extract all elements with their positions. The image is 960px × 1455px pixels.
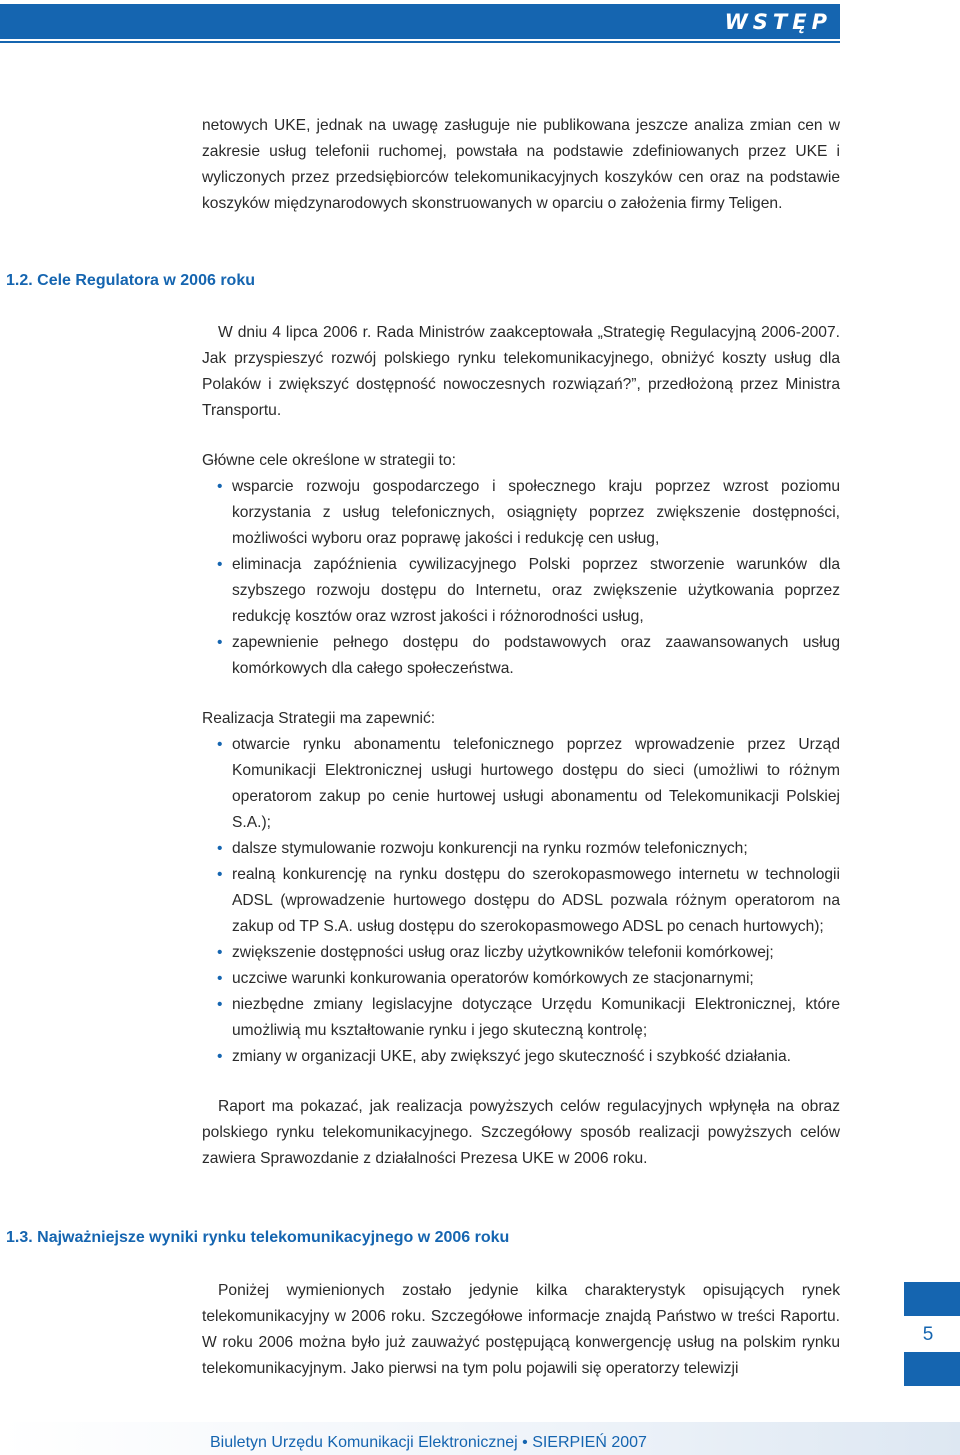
list-item: • zmiany w organizacji UKE, aby zwiększyć jego skuteczność i szybkość działania. [232,1044,840,1070]
realization-list [202,732,840,1070]
page-box-top-stripe [904,1282,960,1316]
header-bar [0,4,840,39]
intro-text: netowych UKE, jednak na uwagę zasługuje nie publikowana jeszcze analiza zmian cen w zakresie usług telefonii ruchomej, powstała na podstawie zdefiniowanych przez UKE i wyliczonych przez przedsiębiorców telekomunikacyjnych koszyków cen oraz na podstawie koszyków międzynarodowych skonstruowanych w oparciu o założenia firmy Teligen. [202,117,840,212]
section-1-3-body [202,1278,840,1382]
page-number-box [904,1282,960,1386]
page-number: 5 [922,1324,934,1345]
header-divider [0,41,840,43]
list-item: • otwarcie rynku abonamentu telefonicznego poprzez wprowadzenie przez Urząd Komunikacji Elektronicznej usługi hurtowego dostępu do sieci (umożliwi to różnym operatorom zakup po cenie hurtowej usługi abonamentu od Telekomunikacji Polskiej S.A.); [232,732,840,836]
section-heading-1-3: 1.3. Najważniejsze wyniki rynku telekomunikacyjnego w 2006 roku [6,1229,510,1246]
list-item: • realną konkurencję na rynku dostępu do szerokopasmowego internetu w technologii ADSL (wprowadzenie hurtowego dostępu do ADSL pozwala różnym operatorom na zakup od TP S.A. usług dostępu do szerokopasmowego ADSL po cenach hurtowych); [232,862,840,940]
intro-paragraph [202,113,840,217]
list-item: • uczciwe warunki konkurowania operatorów komórkowych ze stacjonarnymi; [232,966,840,992]
goals-list [202,474,840,682]
footer-text: Biuletyn Urzędu Komunikacji Elektronicznej • SIERPIEŃ 2007 [210,1434,647,1451]
section-heading-1-2: 1.2. Cele Regulatora w 2006 roku [6,272,255,289]
strategy-paragraph: W dniu 4 lipca 2006 r. Rada Ministrów zaakceptowała „Strategię Regulacyjną 2006-2007. Jak przyspieszyć rozwój polskiego rynku telekomunikacyjnego, obniżyć koszty usług dla Polaków i zwiększyć dostępność nowoczesnych rozwiązań?”, przedłożoną przez Ministra Transportu. [202,324,840,419]
list-item: • zwiększenie dostępności usług oraz liczby użytkowników telefonii komórkowej; [232,940,840,966]
goals-lead: Główne cele określone w strategii to: [202,452,456,469]
header-section-label: WSTĘP [724,10,832,34]
list-item: • dalsze stymulowanie rozwoju konkurencji na rynku rozmów telefonicznych; [232,836,840,862]
report-paragraph: Raport ma pokazać, jak realizacja powyższych celów regulacyjnych wpłynęła na obraz polskiego rynku telekomunikacyjnego. Szczegółowy sposób realizacji powyższych celów zawiera Sprawozdanie z działalności Prezesa UKE w 2006 roku. [202,1098,840,1167]
results-paragraph: Poniżej wymienionych zostało jedynie kilka charakterystyk opisujących rynek telekomunikacyjny w 2006 roku. Szczegółowe informacje znajdą Państwo w treści Raportu. W roku 2006 można było już zauważyć postępującą konwergencję usług na polskim rynku telekomunikacyjnym. Jako pierwsi na tym polu pojawili się operatorzy telewizji [202,1282,840,1377]
realization-lead: Realizacja Strategii ma zapewnić: [202,710,436,727]
list-item: • niezbędne zmiany legislacyjne dotyczące Urzędu Komunikacji Elektronicznej, które umożliwią mu kształtowanie rynku i jego skuteczną kontrolę; [232,992,840,1044]
list-item: • eliminacja zapóźnienia cywilizacyjnego Polski poprzez stworzenie warunków dla szybszego rozwoju dostępu do Internetu, oraz zwiększenie użytkowania poprzez redukcję kosztów oraz wzrost jakości i różnorodności usług, [232,552,840,630]
list-item: • wsparcie rozwoju gospodarczego i społecznego kraju poprzez wzrost poziomu korzystania z usług telefonicznych, osiągnięty poprzez zwiększenie dostępności, możliwości wyboru oraz poprawę jakości i redukcję cen usług, [232,474,840,552]
page-box-bottom-stripe [904,1352,960,1386]
section-1-2-body [202,320,840,1172]
list-item: • zapewnienie pełnego dostępu do podstawowych oraz zaawansowanych usług komórkowych dla całego społeczeństwa. [232,630,840,682]
